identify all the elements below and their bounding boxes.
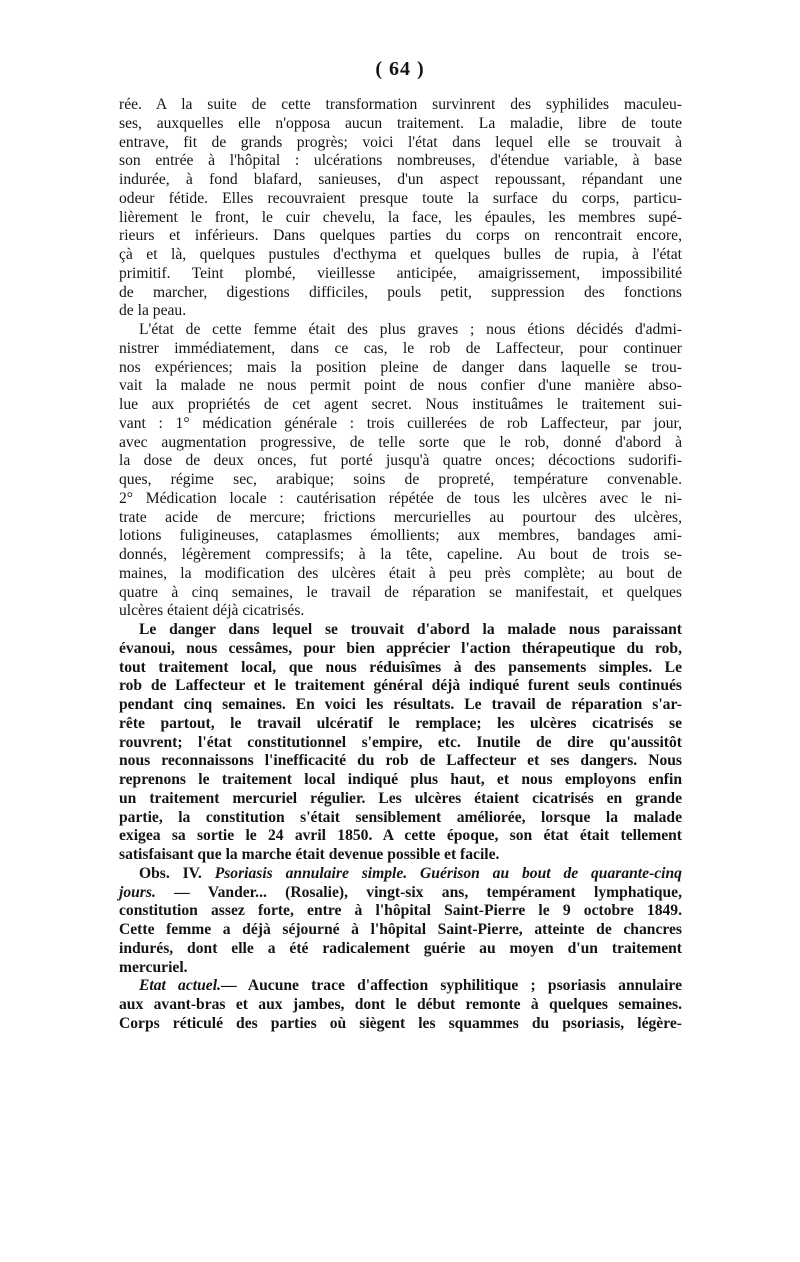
text-line — [119, 546, 682, 565]
text-line — [119, 640, 682, 659]
italic-text-segment: Etat actuel. — [139, 977, 221, 995]
text-line — [119, 940, 682, 959]
text-segment: de la peau. — [119, 302, 187, 320]
body-text — [119, 96, 682, 1034]
text-segment: Le danger dans lequel se trouvait d'abord la malade nous paraissant — [139, 621, 682, 638]
text-line — [119, 621, 682, 640]
text-segment: nos expériences; mais la position pleine de danger dans laquelle se trou- — [119, 358, 682, 376]
text-line — [119, 340, 682, 359]
text-line — [119, 359, 682, 378]
text-segment: rieurs et inférieurs. Dans quelques parties du corps on rencontrait encore, — [119, 227, 682, 245]
text-line — [119, 1015, 682, 1034]
text-segment: nous reconnaissons l'inefficacité du rob de Laffecteur et ses dangers. Nous — [119, 752, 682, 770]
text-segment: primitif. Teint plombé, vieillesse anticipée, amaigrissement, impossibilité — [119, 264, 682, 282]
text-segment: lue aux propriétés de cet agent secret. Nous instituâmes le traitement sui- — [119, 396, 682, 413]
text-line — [119, 977, 682, 996]
text-line — [119, 190, 682, 209]
text-segment: donnés, légèrement compressifs; à la tête, capeline. Au bout de trois se- — [119, 546, 682, 563]
text-segment: indurés, dont elle a été radicalement guérie au moyen d'un traitement — [119, 939, 682, 957]
text-segment: la dose de deux onces, fut porté jusqu'à quatre onces; décoctions sudorifi- — [119, 452, 682, 470]
text-segment: avec augmentation progressive, de telle sorte que le rob, donné d'abord à — [119, 433, 682, 451]
text-segment: reprenons le traitement local indiqué plus haut, et nous employons enfin — [119, 771, 682, 788]
text-segment: entrave, fit de grands progrès; voici l'état dans lequel elle se trouvait à — [119, 133, 682, 151]
text-segment: indurée, à fond blafard, sanieuses, d'un aspect repoussant, répandant une — [119, 171, 682, 188]
text-line — [119, 846, 682, 865]
text-segment: évanoui, nous cessâmes, pour bien apprécier l'action thérapeutique du rob, — [119, 639, 682, 657]
text-line — [119, 302, 682, 321]
text-segment: vait la malade ne nous permit point de nous confier d'une manière abso- — [119, 377, 682, 395]
text-line — [119, 809, 682, 828]
text-segment: maines, la modification des ulcères était à peu près complète; au bout de — [119, 564, 682, 582]
italic-text-segment: Psoriasis annulaire simple. Guérison au bout de quarante-cinq — [214, 864, 682, 882]
text-line — [119, 527, 682, 546]
text-line — [119, 415, 682, 434]
text-line — [119, 602, 682, 621]
text-line — [119, 490, 682, 509]
text-line — [119, 696, 682, 715]
text-line — [119, 884, 682, 903]
text-line — [119, 677, 682, 696]
text-line — [119, 996, 682, 1015]
text-segment: trate acide de mercure; frictions mercurielles au pourtour des ulcères, — [119, 508, 682, 526]
text-segment: lotions fuligineuses, cataplasmes émollients; aux membres, bandages ami- — [119, 527, 682, 545]
text-line — [119, 284, 682, 303]
text-line — [119, 790, 682, 809]
text-segment: exigea sa sortie le 24 avril 1850. A cette époque, son état était tellement — [119, 827, 682, 845]
text-line — [119, 734, 682, 753]
text-line — [119, 171, 682, 190]
text-segment: satisfaisant que la marche était devenue possible et facile. — [119, 846, 500, 863]
text-line — [119, 752, 682, 771]
text-line — [119, 152, 682, 171]
text-segment: L'état de cette femme était des plus graves ; nous étions décidés d'admi- — [139, 321, 682, 338]
text-segment: de marcher, digestions difficiles, pouls petit, suppression des fonctions — [119, 283, 682, 301]
text-segment: 2° Médication locale : cautérisation répétée de tous les ulcères avec le ni- — [119, 489, 682, 507]
text-segment: rée. A la suite de cette transformation survinrent des syphilides maculeu- — [119, 96, 682, 113]
text-line — [119, 509, 682, 528]
text-segment: nistrer immédiatement, dans ce cas, le rob de Laffecteur, pour continuer — [119, 339, 682, 357]
text-line — [119, 434, 682, 453]
text-line — [119, 715, 682, 734]
text-line — [119, 227, 682, 246]
text-line — [119, 771, 682, 790]
text-line — [119, 134, 682, 153]
text-segment: partie, la constitution s'était sensiblement améliorée, lorsque la malade — [119, 808, 682, 826]
text-line — [119, 396, 682, 415]
text-segment: aux avant-bras et aux jambes, dont le début remonte à quelques semaines. — [119, 996, 682, 1013]
text-segment: rob de Laffecteur et le traitement général déjà indiqué furent seuls continués — [119, 677, 682, 695]
text-line — [119, 96, 682, 115]
text-line — [119, 115, 682, 134]
text-segment: rête partout, le travail ulcératif le remplace; les ulcères cicatrisés se — [119, 714, 682, 732]
text-line — [119, 659, 682, 678]
italic-text-segment: jours. — [119, 883, 156, 901]
text-segment: Cette femme a déjà séjourné à l'hôpital Saint-Pierre, atteinte de chancres — [119, 921, 682, 938]
text-segment: quatre à cinq semaines, le travail de réparation se manifestait, et quelques — [119, 583, 682, 601]
text-segment: odeur fétide. Elles recouvraient presque toute la surface du corps, particu- — [119, 189, 682, 207]
text-line — [119, 827, 682, 846]
text-segment: Obs. IV. — [139, 864, 215, 882]
text-segment: çà et là, quelques pustules d'ecthyma et quelques bulles de rupia, à l'état — [119, 246, 682, 263]
text-line — [119, 565, 682, 584]
text-segment: vant : 1° médication générale : trois cuillerées de rob Laffecteur, par jour, — [119, 414, 682, 432]
text-segment: lièrement le front, le cuir chevelu, la face, les épaules, les membres supé- — [119, 208, 682, 226]
text-segment: ques, régime sec, arabique; soins de propreté, température convenable. — [119, 471, 682, 488]
text-line — [119, 902, 682, 921]
text-segment: mercuriel. — [119, 958, 188, 976]
text-line — [119, 865, 682, 884]
text-segment: un traitement mercuriel régulier. Les ulcères étaient cicatrisés en grande — [119, 789, 682, 807]
text-line — [119, 246, 682, 265]
text-segment: Corps réticulé des parties où siègent les squammes du psoriasis, légère- — [119, 1014, 682, 1032]
text-segment: — Aucune trace d'affection syphilitique ; psoriasis annulaire — [220, 977, 682, 995]
text-segment: ses, auxquelles elle n'opposa aucun traitement. La maladie, libre de toute — [119, 114, 682, 132]
text-line — [119, 377, 682, 396]
text-line — [119, 265, 682, 284]
text-segment: constitution assez forte, entre à l'hôpital Saint-Pierre le 9 octobre 1849. — [119, 902, 682, 920]
text-line — [119, 921, 682, 940]
text-line — [119, 321, 682, 340]
text-segment: tout traitement local, que nous réduisîmes à des pansements simples. Le — [119, 658, 682, 676]
text-segment: pendant cinq semaines. En voici les résultats. Le travail de réparation s'ar- — [119, 696, 682, 713]
text-line — [119, 209, 682, 228]
text-segment: — Vander... (Rosalie), vingt-six ans, tempérament lymphatique, — [155, 883, 682, 901]
text-line — [119, 471, 682, 490]
text-line — [119, 584, 682, 603]
text-line — [119, 452, 682, 471]
text-segment: rouvrent; l'état constitutionnel s'empire, etc. Inutile de dire qu'aussitôt — [119, 733, 682, 751]
page-number: ( 64 ) — [375, 58, 425, 80]
text-segment: son entrée à l'hôpital : ulcérations nombreuses, d'étendue variable, à base — [119, 152, 682, 170]
text-segment: ulcères étaient déjà cicatrisés. — [119, 602, 305, 620]
text-line — [119, 959, 682, 978]
